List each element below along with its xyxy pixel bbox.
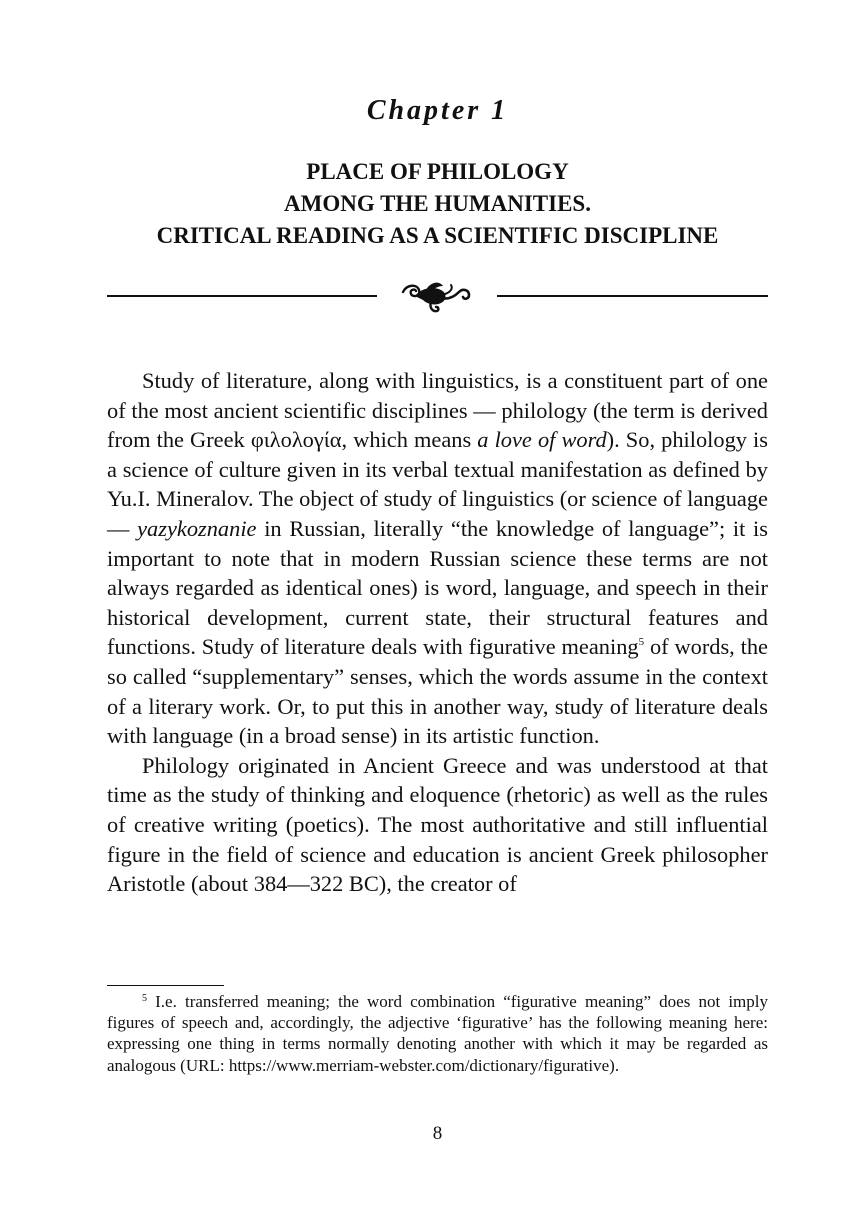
fleuron-icon xyxy=(399,278,473,314)
page-number: 8 xyxy=(432,1123,443,1144)
footnote-number: 5 xyxy=(142,993,147,1004)
italic-term: yazykoznanie xyxy=(137,515,257,541)
footnote-separator xyxy=(107,985,224,986)
chapter-title-line: CRITICAL READING AS A SCIENTIFIC DISCIPLINE xyxy=(156,223,719,248)
chapter-title xyxy=(107,156,768,252)
text-run: in Russian, literally “the knowledge of language”; it is important to note that in modern Russian science these terms are not always regarded as identical ones) is word, language, and speech in their historical development, current state, their structural features and functions. Study of literature deals with figurative meaning xyxy=(107,515,768,660)
body-text xyxy=(107,366,768,899)
chapter-title-line: PLACE OF PHILOLOGY xyxy=(306,159,569,184)
chapter-heading: Chapter 1 xyxy=(366,95,509,126)
divider-rule-right xyxy=(497,295,768,297)
paragraph xyxy=(107,366,768,751)
footnote-text: I.e. transferred meaning; the word combination “figurative meaning” does not imply figures of speech and, accordingly, the adjective ‘figurative’ has the following meaning here: expressing one thing in terms normally denoting another with which it may be regarded as analogous (URL: https://www.merriam-webster.com/dictionary/figurative). xyxy=(107,992,768,1075)
text-run: of words, the so called “supplementary” senses, which the words assume in the context of a literary work. Or, to put this in another way, study of literature deals with language (in a broad sense) in its artistic function. xyxy=(107,634,768,749)
text-run: Study of literature, along with linguistics, is a constituent part of one of the most ancient scientific disciplines — philology (the term is derived from the Greek φιλολογία, which means xyxy=(107,368,768,453)
footnote xyxy=(107,991,768,1076)
footnote-paragraph xyxy=(107,991,768,1076)
text-run: ). So, philology is a science of culture given in its verbal textual manifestation as defined by Yu.I. Mineralov. The object of study of linguistics (or science of language — xyxy=(107,427,768,541)
paragraph: Philology originated in Ancient Greece and was understood at that time as the study of thinking and eloquence (rhetoric) as well as the rules of creative writing (poetics). The most authoritative and still influential figure in the field of science and education is ancient Greek philosopher Aristotle (about 384—322 BC), the creator of xyxy=(107,752,768,897)
chapter-title-line: AMONG THE HUMANITIES. xyxy=(284,191,591,216)
italic-phrase: a love of word xyxy=(477,427,607,453)
divider-rule-left xyxy=(107,295,377,297)
ornament-divider xyxy=(107,276,768,316)
footnote-reference[interactable]: 5 xyxy=(638,636,645,649)
